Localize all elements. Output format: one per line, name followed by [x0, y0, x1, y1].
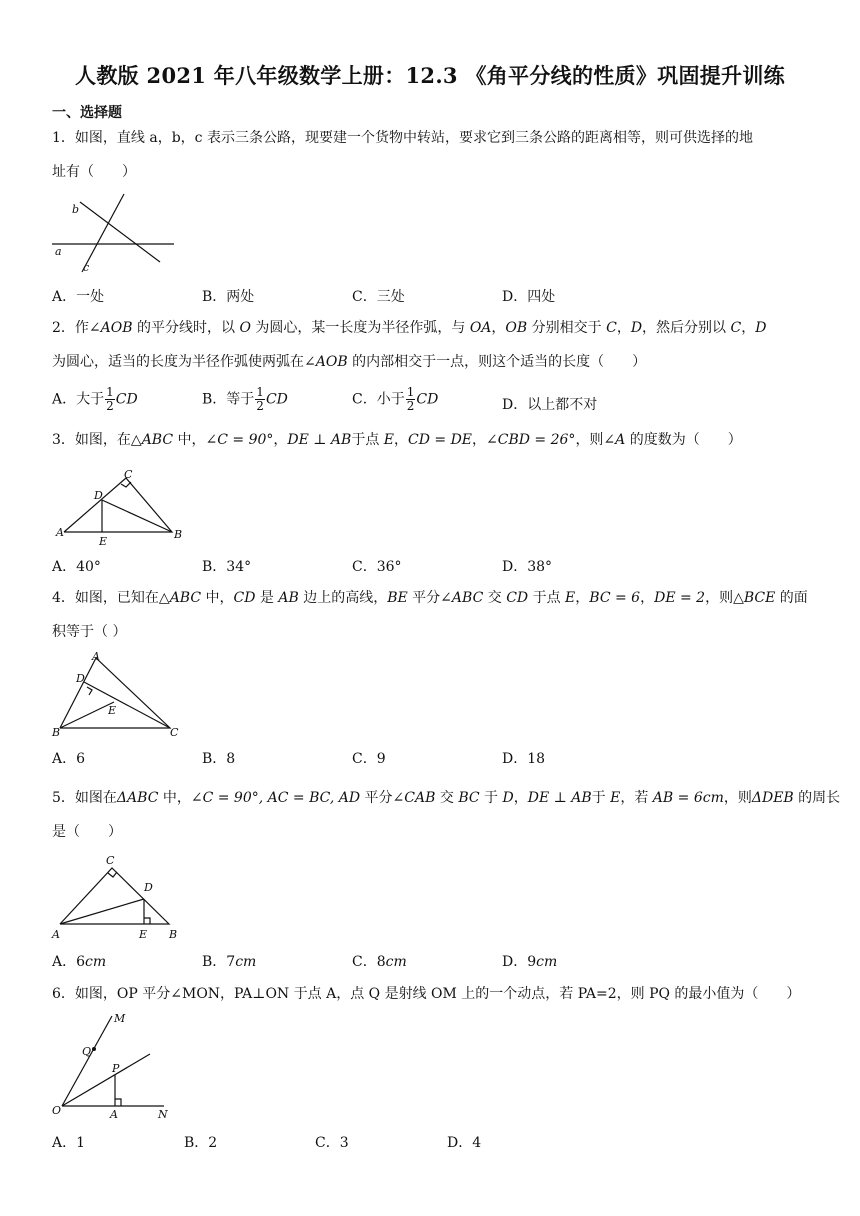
question-1: [52, 128, 812, 182]
question-text: 1．如图，直线 a，b，c 表示三条公路，现要建一个货物中转站，要求它到三条公路的距离相等，则可供选择的地: [52, 130, 753, 146]
figure-three-roads: [52, 192, 182, 274]
right-angle-mark-e: [144, 918, 150, 924]
option-a[interactable]: A．大于 $\frac{1}{2}$ CD: [52, 385, 138, 413]
label-e: E: [139, 928, 148, 941]
option-d[interactable]: D．4: [447, 1135, 482, 1151]
point-q: [92, 1047, 96, 1051]
label-b: b: [72, 203, 80, 216]
label-b: B: [174, 528, 183, 541]
label-m: M: [114, 1012, 126, 1025]
question-text: 是（ ）: [52, 824, 122, 840]
option-d[interactable]: D．9cm: [502, 954, 558, 970]
ray-om: [62, 1016, 112, 1106]
question-text: 积等于（ ）: [52, 624, 127, 640]
option-d[interactable]: D．18: [502, 751, 546, 767]
section-heading: 一、选择题: [52, 105, 122, 121]
figure-angle-bisector: [52, 1008, 182, 1124]
option-b[interactable]: B．两处: [202, 289, 255, 305]
label-c: C: [170, 726, 179, 739]
question-5: [52, 788, 841, 842]
option-a[interactable]: A．40°: [52, 559, 101, 575]
option-c[interactable]: C．8cm: [352, 954, 407, 970]
label-d: D: [94, 489, 103, 502]
label-e: E: [108, 704, 117, 717]
question-text: 5．如图在ΔABC 中，∠C = 90°, AC = BC, AD 平分∠CAB 交 BC 于 D，DE ⊥ AB于 E，若 AB = 6cm，则ΔDEB 的周长: [52, 790, 841, 806]
label-e: E: [99, 535, 108, 548]
page-title: 人教版 2021 年八年级数学上册：12.3 《角平分线的性质》巩固提升训练: [75, 63, 785, 88]
option-d[interactable]: D．四处: [502, 289, 556, 305]
label-p: P: [112, 1062, 120, 1075]
figure-triangle-abc: [56, 470, 186, 548]
label-b: B: [52, 726, 61, 739]
right-angle-mark-c: [121, 482, 131, 487]
figure-triangle-altitude: [52, 650, 182, 738]
label-a: a: [55, 245, 62, 258]
label-c: c: [83, 261, 90, 274]
label-d: D: [76, 672, 85, 685]
question-text: 4．如图，已知在△ABC 中，CD 是 AB 边上的高线，BE 平分∠ABC 交 CD 于点 E，BC = 6，DE = 2，则△BCE 的面: [52, 590, 808, 606]
label-c: C: [106, 854, 115, 867]
label-a: A: [92, 650, 100, 663]
option-a[interactable]: A．1: [52, 1135, 86, 1151]
segment-ad: [60, 899, 144, 924]
option-c[interactable]: C．36°: [352, 559, 402, 575]
option-a[interactable]: A．6: [52, 751, 86, 767]
question-2: [52, 318, 812, 372]
label-a: A: [52, 928, 60, 941]
label-a: A: [56, 526, 64, 539]
option-b[interactable]: B．34°: [202, 559, 252, 575]
triangle-abc: [64, 478, 172, 532]
question-text: 2．作∠AOB 的平分线时，以 O 为圆心，某一长度为半径作弧，与 OA，OB 分别相交于 C，D，然后分别以 C，D: [52, 320, 767, 336]
label-o: O: [52, 1104, 62, 1117]
triangle-abc: [60, 658, 170, 728]
question-4: [52, 588, 812, 642]
label-a: A: [110, 1108, 118, 1121]
label-d: D: [144, 881, 153, 894]
option-b[interactable]: B．等于 $\frac{1}{2}$ CD: [202, 385, 288, 413]
question-text: 为圆心，适当的长度为半径作弧使两弧在∠AOB 的内部相交于一点，则这个适当的长度（ ）: [52, 354, 647, 370]
label-b: B: [169, 928, 178, 941]
option-c[interactable]: C．9: [352, 751, 386, 767]
right-angle-mark-c: [108, 872, 117, 877]
question-3: [52, 430, 812, 450]
right-angle-mark-d: [87, 687, 92, 695]
segment-cd: [84, 682, 170, 728]
label-n: N: [158, 1108, 168, 1121]
label-q: Q: [82, 1045, 92, 1058]
question-text: 址有（ ）: [52, 164, 136, 180]
option-c[interactable]: C．3: [315, 1135, 349, 1151]
question-text: 6．如图，OP 平分∠MON，PA⊥ON 于点 A，点 Q 是射线 OM 上的一个动点，若 PA=2，则 PQ 的最小值为（ ）: [52, 986, 801, 1002]
option-c[interactable]: C．三处: [352, 289, 405, 305]
option-c[interactable]: C．小于 $\frac{1}{2}$ CD: [352, 385, 439, 413]
question-text: 3．如图，在△ABC 中，∠C = 90°，DE ⊥ AB于点 E，CD = DE，∠CBD = 26°，则∠A 的度数为（ ）: [52, 432, 742, 448]
option-b[interactable]: B．8: [202, 751, 236, 767]
segment-bd: [102, 500, 172, 532]
figure-isosceles-right-triangle: [52, 852, 182, 942]
option-a[interactable]: A．6cm: [52, 954, 107, 970]
option-b[interactable]: B．2: [184, 1135, 218, 1151]
option-a[interactable]: A．一处: [52, 289, 105, 305]
triangle-abc: [60, 868, 169, 924]
right-angle-mark-a: [115, 1099, 121, 1106]
option-b[interactable]: B．7cm: [202, 954, 257, 970]
option-d[interactable]: D．38°: [502, 559, 553, 575]
ray-op: [62, 1054, 150, 1106]
option-d[interactable]: D．以上都不对: [502, 397, 598, 413]
segment-be: [60, 702, 117, 728]
question-6: [52, 984, 812, 1004]
label-c: C: [124, 468, 133, 481]
